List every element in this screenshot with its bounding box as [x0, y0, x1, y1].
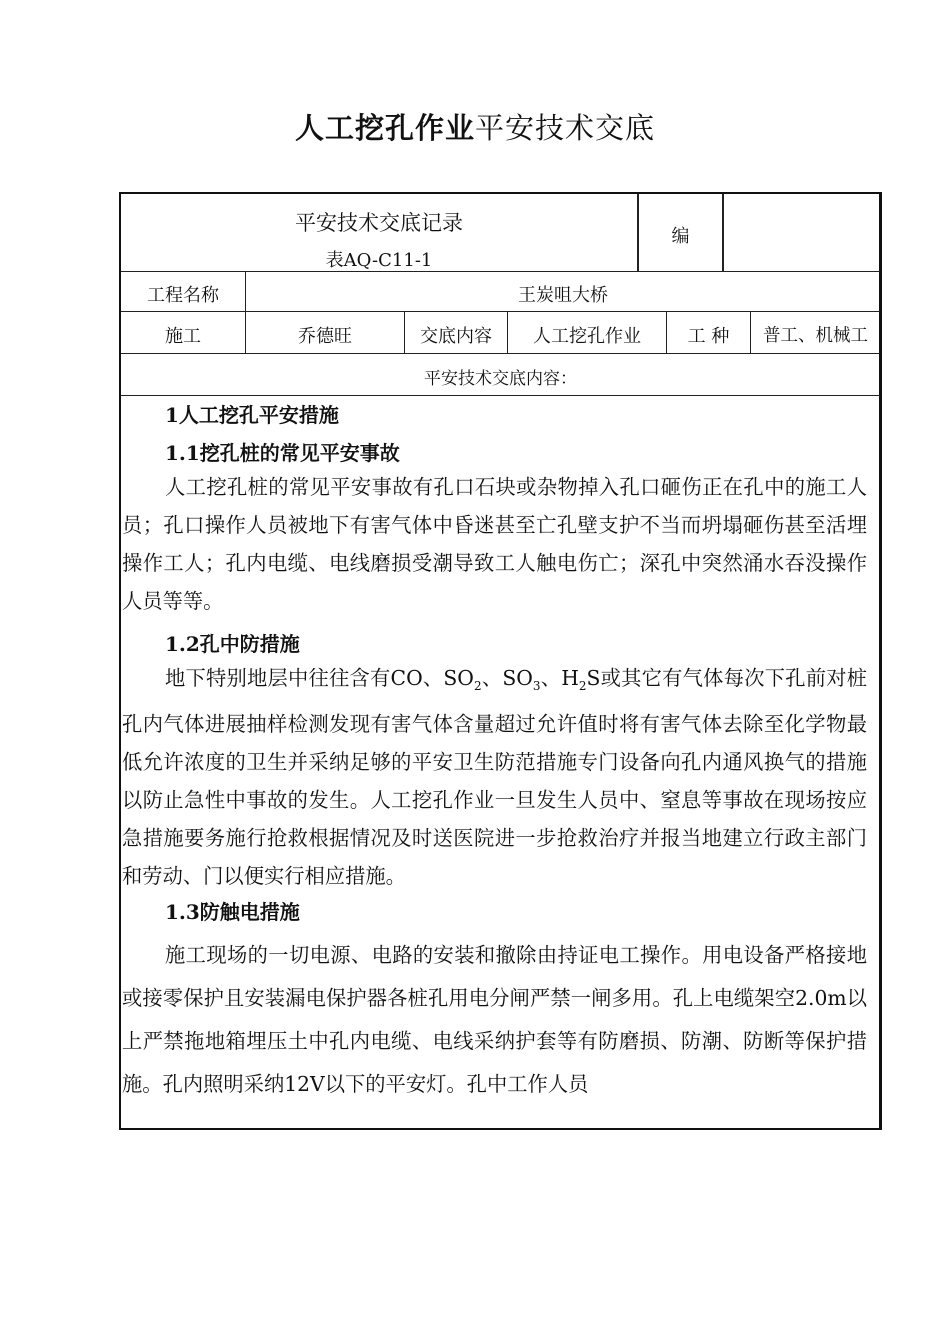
section-heading: 1人工挖孔平安措施	[165, 403, 339, 427]
construction-value: 乔德旺	[298, 326, 352, 347]
row-divider	[121, 311, 880, 312]
document-title	[0, 106, 950, 147]
trade-value: 普工、机械工	[763, 326, 868, 346]
trade-label: 工 种	[687, 326, 730, 347]
paragraph: 人工挖孔桩的常见平安事故有孔口石块或杂物掉入孔口砸伤正在孔中的施工人员；孔口操作人员被地下有害气体中昏迷甚至亡孔壁支护不当而坍塌砸伤甚至活埋操作工人；孔内电缆、电线磨损受潮导致工人触电伤亡；深孔中突然涌水吞没操作人员等等。	[122, 475, 867, 613]
subscript: 2	[473, 679, 482, 694]
section-heading: 1.2孔中防措施	[165, 632, 300, 656]
construction-label: 施工	[165, 326, 201, 347]
paragraph	[122, 659, 867, 895]
project-label: 工程名称	[147, 285, 219, 306]
section-heading: 1.1挖孔桩的常见平安事故	[165, 441, 400, 465]
number-label: 编	[671, 226, 690, 247]
row-divider	[121, 353, 880, 354]
paragraph-text: S或其它有气体每次下孔前对桩孔内气体进展抽样检测发现有害气体含量超过允许值时将有害气体去除至化学物最低允许浓度的卫生并采纳足够的平安卫生防范措施专门设备向孔内通风换气的措施以防止急性中事故的发生。人工挖孔作业一旦发生人员中、窒息等事故在现场按应急措施要务施行抢救根据情况及时送医院进一步抢救治疗并报当地建立行政主部门和劳动、门以便实行相应措施。	[122, 666, 867, 889]
paragraph-text: 、SO	[481, 666, 533, 690]
col-divider	[722, 194, 724, 271]
content-header: 平安技术交底内容：	[424, 369, 577, 389]
paragraph-text: 、H	[540, 666, 579, 690]
paragraph: 施工现场的一切电源、电路的安装和撤除由持证电工操作。用电设备严格接地或接零保护且安装漏电保护器各桩孔用电分闸严禁一闸多用。孔上电缆架空2.0m以上严禁拖地箱埋压土中孔内电缆、电线采纳护套等有防磨损、防潮、防断等保护措施。孔内照明采纳12V以下的平安灯。孔中工作人员	[122, 943, 867, 1096]
title-bold-part: 人工挖孔作业	[294, 111, 475, 145]
subscript: 2	[578, 679, 587, 694]
content-label: 交底内容	[420, 326, 492, 347]
record-title: 平安技术交底记录	[295, 211, 463, 235]
paragraph-text: 地下特别地层中往往含有CO、SO	[165, 666, 474, 690]
subscript: 3	[532, 679, 541, 694]
project-value: 王炭咀大桥	[518, 285, 608, 306]
title-rest-part: 平安技术交底	[475, 111, 656, 145]
content-value: 人工挖孔作业	[533, 326, 641, 347]
form-code: 表AQ-C11-1	[325, 250, 433, 271]
row-divider	[121, 395, 880, 396]
section-heading: 1.3防触电措施	[165, 900, 300, 924]
